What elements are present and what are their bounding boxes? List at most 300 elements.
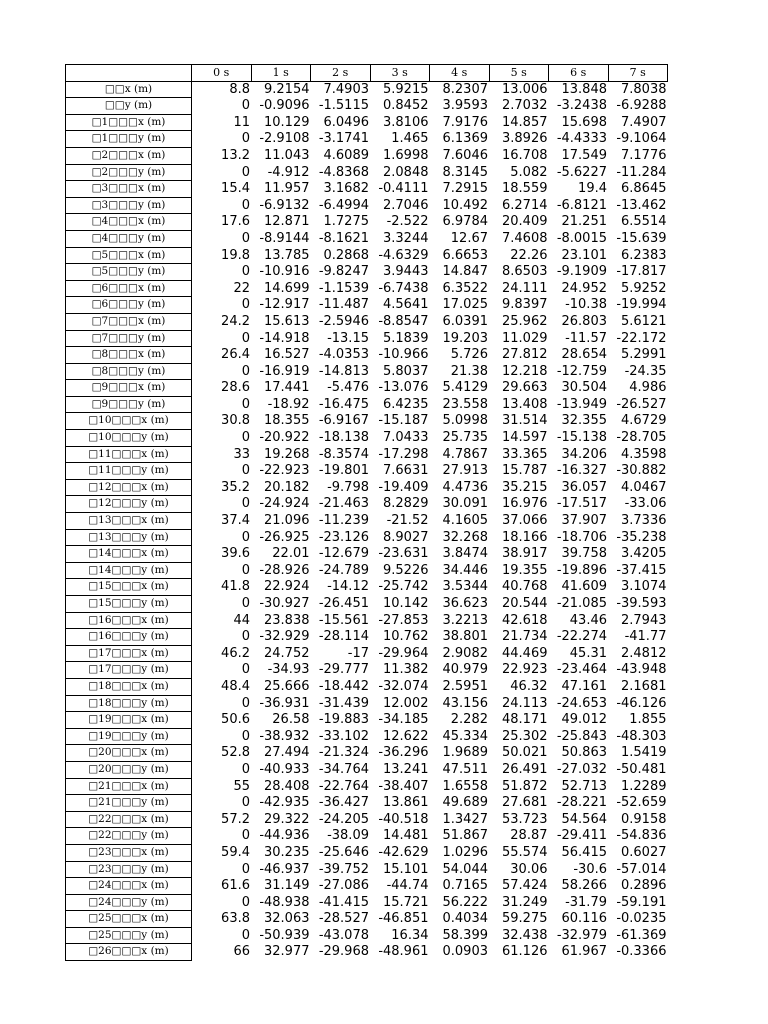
value-cell[interactable]: -54.836 xyxy=(616,828,667,844)
value-cell[interactable]: -0.0235 xyxy=(616,911,667,927)
value-cell[interactable]: 13.241 xyxy=(383,761,429,777)
value-cell[interactable]: -26.527 xyxy=(616,396,667,412)
value-cell[interactable]: -1.1539 xyxy=(318,280,369,296)
value-cell[interactable]: -6.9132 xyxy=(259,197,310,213)
value-cell[interactable]: -17 xyxy=(347,645,369,661)
value-cell[interactable]: 17.6 xyxy=(221,214,250,230)
value-cell[interactable]: 26.491 xyxy=(502,761,548,777)
value-cell[interactable]: 0.2896 xyxy=(621,878,667,894)
value-cell[interactable]: 30.235 xyxy=(264,844,310,860)
value-cell[interactable]: 26.803 xyxy=(561,313,607,329)
value-cell[interactable]: 52.8 xyxy=(221,745,250,761)
value-cell[interactable]: 3.2213 xyxy=(442,612,488,628)
value-cell[interactable]: -5.476 xyxy=(327,380,369,396)
value-cell[interactable]: 7.0433 xyxy=(383,430,429,446)
value-cell[interactable]: 3.3244 xyxy=(383,230,429,246)
value-cell[interactable]: 54.564 xyxy=(561,811,607,827)
value-cell[interactable]: 7.2915 xyxy=(442,181,488,197)
value-cell[interactable]: 2.5951 xyxy=(442,678,488,694)
value-cell[interactable]: 61.6 xyxy=(221,878,250,894)
value-cell[interactable]: 20.409 xyxy=(502,214,548,230)
value-cell[interactable]: 48.171 xyxy=(502,712,548,728)
value-cell[interactable]: 30.06 xyxy=(510,861,548,877)
row-label-cell[interactable]: □8□□□x (m) xyxy=(66,347,192,364)
value-cell[interactable]: -28.926 xyxy=(259,562,310,578)
value-cell[interactable]: 27.913 xyxy=(442,463,488,479)
value-cell[interactable]: 16.34 xyxy=(391,927,429,943)
value-cell[interactable]: 52.713 xyxy=(561,778,607,794)
row-label-cell[interactable]: □5□□□y (m) xyxy=(66,264,192,281)
value-cell[interactable]: 32.063 xyxy=(264,911,310,927)
value-cell[interactable]: 7.6046 xyxy=(442,147,488,163)
value-cell[interactable]: 51.872 xyxy=(502,778,548,794)
value-cell[interactable]: 0.2868 xyxy=(323,247,369,263)
value-cell[interactable]: 0 xyxy=(241,596,250,611)
value-cell[interactable]: 22.924 xyxy=(264,579,310,595)
value-cell[interactable]: 0 xyxy=(241,463,250,479)
value-cell[interactable]: 56.415 xyxy=(561,844,607,860)
value-cell[interactable]: 28.6 xyxy=(221,380,250,396)
value-cell[interactable]: 18.355 xyxy=(264,413,310,429)
value-cell[interactable]: 16.708 xyxy=(502,147,548,163)
value-cell[interactable]: 37.4 xyxy=(221,513,250,529)
value-cell[interactable]: -9.8247 xyxy=(318,264,369,280)
value-cell[interactable]: -28.114 xyxy=(318,629,369,645)
value-cell[interactable]: 12.622 xyxy=(383,728,429,744)
value-cell[interactable]: 20.182 xyxy=(264,479,310,495)
value-cell[interactable]: 49.012 xyxy=(561,712,607,728)
value-cell[interactable]: 2.1681 xyxy=(621,678,667,694)
value-cell[interactable]: 50.021 xyxy=(502,745,548,761)
value-cell[interactable]: -30.882 xyxy=(616,463,667,479)
value-cell[interactable]: 21.096 xyxy=(264,513,310,529)
value-cell[interactable]: 6.3522 xyxy=(442,280,488,296)
value-cell[interactable]: 0 xyxy=(241,795,250,811)
value-cell[interactable]: 0 xyxy=(241,230,250,246)
value-cell[interactable]: -10.916 xyxy=(259,264,310,280)
value-cell[interactable]: -42.935 xyxy=(259,795,310,811)
value-cell[interactable]: -22.923 xyxy=(259,463,310,479)
value-cell[interactable]: 29.322 xyxy=(264,811,310,827)
value-cell[interactable]: 28.87 xyxy=(510,828,548,844)
value-cell[interactable]: -36.427 xyxy=(318,795,369,811)
row-label-cell[interactable]: □24□□□y (m) xyxy=(66,894,192,911)
value-cell[interactable]: 3.7336 xyxy=(621,513,667,529)
value-cell[interactable]: 1.6998 xyxy=(383,147,429,163)
value-cell[interactable]: -15.138 xyxy=(556,430,607,446)
column-header[interactable]: 5 s xyxy=(489,65,549,82)
value-cell[interactable]: 19.4 xyxy=(578,181,607,197)
value-cell[interactable]: 0 xyxy=(241,496,250,512)
value-cell[interactable]: -21.52 xyxy=(386,513,429,529)
value-cell[interactable]: -42.629 xyxy=(378,844,429,860)
value-cell[interactable]: 10.492 xyxy=(442,197,488,213)
value-cell[interactable]: 32.268 xyxy=(442,529,488,545)
row-label-cell[interactable]: □16□□□x (m) xyxy=(66,612,192,629)
value-cell[interactable]: -33.06 xyxy=(624,496,667,512)
value-cell[interactable]: -11.284 xyxy=(616,164,667,180)
value-cell[interactable]: -13.15 xyxy=(327,330,369,346)
value-cell[interactable]: 4.0467 xyxy=(621,479,667,495)
value-cell[interactable]: -9.1909 xyxy=(556,264,607,280)
row-label-cell[interactable]: □7□□□x (m) xyxy=(66,313,192,330)
row-label-cell[interactable]: □15□□□y (m) xyxy=(66,596,192,613)
value-cell[interactable]: -48.961 xyxy=(378,944,429,960)
value-cell[interactable]: 0.7165 xyxy=(442,878,488,894)
value-cell[interactable]: 0 xyxy=(241,629,250,645)
row-label-cell[interactable]: □10□□□y (m) xyxy=(66,430,192,447)
value-cell[interactable]: 0 xyxy=(241,529,250,545)
row-label-cell[interactable]: □15□□□x (m) xyxy=(66,579,192,596)
value-cell[interactable]: 40.768 xyxy=(502,579,548,595)
value-cell[interactable]: 0 xyxy=(241,562,250,578)
value-cell[interactable]: -18.442 xyxy=(318,678,369,694)
value-cell[interactable]: 46.32 xyxy=(510,678,548,694)
value-cell[interactable]: 43.156 xyxy=(442,695,488,711)
value-cell[interactable]: 6.1369 xyxy=(442,131,488,147)
value-cell[interactable]: 13.861 xyxy=(383,795,429,811)
row-label-cell[interactable]: □12□□□x (m) xyxy=(66,479,192,496)
value-cell[interactable]: 4.986 xyxy=(629,380,667,396)
value-cell[interactable]: 3.5344 xyxy=(442,579,488,595)
value-cell[interactable]: -41.77 xyxy=(624,629,667,645)
value-cell[interactable]: 23.101 xyxy=(561,247,607,263)
value-cell[interactable]: -44.936 xyxy=(259,828,310,844)
value-cell[interactable]: 2.7032 xyxy=(502,98,548,114)
value-cell[interactable]: -22.274 xyxy=(556,629,607,645)
value-cell[interactable]: -12.759 xyxy=(556,363,607,379)
value-cell[interactable]: -4.6329 xyxy=(378,247,429,263)
value-cell[interactable]: 5.4129 xyxy=(442,380,488,396)
value-cell[interactable]: -31.439 xyxy=(318,695,369,711)
row-label-cell[interactable]: □9□□□x (m) xyxy=(66,380,192,397)
value-cell[interactable]: 6.6653 xyxy=(442,247,488,263)
value-cell[interactable]: -18.138 xyxy=(318,430,369,446)
value-cell[interactable]: 30.504 xyxy=(561,380,607,396)
value-cell[interactable]: -40.933 xyxy=(259,761,310,777)
value-cell[interactable]: 34.446 xyxy=(442,562,488,578)
value-cell[interactable]: -18.706 xyxy=(556,529,607,545)
value-cell[interactable]: -5.6227 xyxy=(556,164,607,180)
value-cell[interactable]: -2.522 xyxy=(386,214,429,230)
value-cell[interactable]: -21.085 xyxy=(556,596,607,611)
value-cell[interactable]: 66 xyxy=(233,944,250,960)
value-cell[interactable]: 7.1776 xyxy=(621,147,667,163)
value-cell[interactable]: -30.6 xyxy=(573,861,607,877)
value-cell[interactable]: 40.979 xyxy=(442,662,488,678)
row-label-cell[interactable]: □10□□□x (m) xyxy=(66,413,192,430)
value-cell[interactable]: -14.12 xyxy=(327,579,369,595)
value-cell[interactable]: 6.0496 xyxy=(323,114,369,130)
value-cell[interactable]: 15.613 xyxy=(264,313,310,329)
value-cell[interactable]: 39.6 xyxy=(221,546,250,562)
value-cell[interactable]: -16.475 xyxy=(318,396,369,412)
row-label-cell[interactable]: □17□□□y (m) xyxy=(66,662,192,679)
value-cell[interactable]: -40.518 xyxy=(378,811,429,827)
value-cell[interactable]: 22 xyxy=(233,280,250,296)
value-cell[interactable]: 29.663 xyxy=(502,380,548,396)
value-cell[interactable]: 14.857 xyxy=(502,114,548,130)
value-cell[interactable]: -39.752 xyxy=(318,861,369,877)
value-cell[interactable]: -9.798 xyxy=(327,479,369,495)
column-header[interactable]: 4 s xyxy=(430,65,490,82)
value-cell[interactable]: -31.79 xyxy=(565,894,607,910)
value-cell[interactable]: 30.8 xyxy=(221,413,250,429)
value-cell[interactable]: -6.4994 xyxy=(318,197,369,213)
value-cell[interactable]: -0.9096 xyxy=(259,98,310,114)
value-cell[interactable]: -46.126 xyxy=(616,695,667,711)
value-cell[interactable]: -12.679 xyxy=(318,546,369,562)
value-cell[interactable]: 17.549 xyxy=(561,147,607,163)
value-cell[interactable]: 38.801 xyxy=(442,629,488,645)
value-cell[interactable]: -46.851 xyxy=(378,911,429,927)
row-label-cell[interactable]: □1□□□y (m) xyxy=(66,131,192,148)
value-cell[interactable]: 0 xyxy=(241,828,250,844)
value-cell[interactable]: -26.451 xyxy=(318,596,369,611)
value-cell[interactable]: -28.221 xyxy=(556,795,607,811)
value-cell[interactable]: 0 xyxy=(241,695,250,711)
value-cell[interactable]: -50.481 xyxy=(616,761,667,777)
value-cell[interactable]: 5.0998 xyxy=(442,413,488,429)
value-cell[interactable]: 2.4812 xyxy=(621,645,667,661)
value-cell[interactable]: -13.076 xyxy=(378,380,429,396)
value-cell[interactable]: 12.871 xyxy=(264,214,310,230)
value-cell[interactable]: 21.251 xyxy=(561,214,607,230)
value-cell[interactable]: 17.441 xyxy=(264,380,310,396)
value-cell[interactable]: 9.8397 xyxy=(502,297,548,313)
value-cell[interactable]: 32.438 xyxy=(502,927,548,943)
value-cell[interactable]: 14.481 xyxy=(383,828,429,844)
value-cell[interactable]: 0 xyxy=(241,761,250,777)
value-cell[interactable]: 32.977 xyxy=(264,944,310,960)
value-cell[interactable]: -11.239 xyxy=(318,513,369,529)
value-cell[interactable]: -32.979 xyxy=(556,927,607,943)
value-cell[interactable]: 57.424 xyxy=(502,878,548,894)
value-cell[interactable]: -29.968 xyxy=(318,944,369,960)
value-cell[interactable]: 23.558 xyxy=(442,396,488,412)
value-cell[interactable]: -17.298 xyxy=(378,446,429,462)
value-cell[interactable]: 6.0391 xyxy=(442,313,488,329)
value-cell[interactable]: 28.408 xyxy=(264,778,310,794)
row-label-cell[interactable]: □8□□□y (m) xyxy=(66,363,192,380)
row-label-cell[interactable]: □25□□□y (m) xyxy=(66,927,192,944)
row-label-cell[interactable]: □6□□□y (m) xyxy=(66,297,192,314)
value-cell[interactable]: -19.994 xyxy=(616,297,667,313)
value-cell[interactable]: 1.2289 xyxy=(621,778,667,794)
value-cell[interactable]: 43.46 xyxy=(569,612,607,628)
value-cell[interactable]: -2.5946 xyxy=(318,313,369,329)
value-cell[interactable]: -39.593 xyxy=(616,596,667,611)
row-label-cell[interactable]: □5□□□x (m) xyxy=(66,247,192,264)
value-cell[interactable]: -6.9288 xyxy=(616,98,667,114)
value-cell[interactable]: -4.4333 xyxy=(556,131,607,147)
value-cell[interactable]: -6.7438 xyxy=(378,280,429,296)
value-cell[interactable]: -38.09 xyxy=(327,828,369,844)
value-cell[interactable]: -14.918 xyxy=(259,330,310,346)
value-cell[interactable]: 46.2 xyxy=(221,645,250,661)
value-cell[interactable]: 0.8452 xyxy=(383,98,429,114)
column-header[interactable]: 1 s xyxy=(251,65,311,82)
value-cell[interactable]: -15.639 xyxy=(616,230,667,246)
value-cell[interactable]: -19.883 xyxy=(318,712,369,728)
column-header[interactable]: 7 s xyxy=(608,65,668,82)
value-cell[interactable]: -4.912 xyxy=(267,164,310,180)
value-cell[interactable]: -11.487 xyxy=(318,297,369,313)
value-cell[interactable]: 13.006 xyxy=(502,81,548,97)
value-cell[interactable]: 22.923 xyxy=(502,662,548,678)
value-cell[interactable]: 26.58 xyxy=(272,712,310,728)
row-label-cell[interactable]: □18□□□x (m) xyxy=(66,678,192,695)
value-cell[interactable]: -38.407 xyxy=(378,778,429,794)
value-cell[interactable]: -43.078 xyxy=(318,927,369,943)
value-cell[interactable]: 21.38 xyxy=(450,363,488,379)
value-cell[interactable]: 6.5514 xyxy=(621,214,667,230)
value-cell[interactable]: -25.742 xyxy=(378,579,429,595)
value-cell[interactable]: 17.025 xyxy=(442,297,488,313)
value-cell[interactable]: 32.355 xyxy=(561,413,607,429)
value-cell[interactable]: 4.1605 xyxy=(442,513,488,529)
value-cell[interactable]: 0 xyxy=(241,98,250,114)
value-cell[interactable]: 8.2829 xyxy=(383,496,429,512)
row-label-cell[interactable]: □19□□□x (m) xyxy=(66,712,192,729)
value-cell[interactable]: 12.218 xyxy=(502,363,548,379)
row-label-cell[interactable]: □2□□□y (m) xyxy=(66,164,192,181)
value-cell[interactable]: 53.723 xyxy=(502,811,548,827)
value-cell[interactable]: -6.8121 xyxy=(556,197,607,213)
value-cell[interactable]: -3.1741 xyxy=(318,131,369,147)
value-cell[interactable]: 48.4 xyxy=(221,678,250,694)
value-cell[interactable]: -34.764 xyxy=(318,761,369,777)
value-cell[interactable]: 8.6503 xyxy=(502,264,548,280)
value-cell[interactable]: 35.2 xyxy=(221,479,250,495)
value-cell[interactable]: -25.843 xyxy=(556,728,607,744)
value-cell[interactable]: 0 xyxy=(241,430,250,446)
value-cell[interactable]: 2.0848 xyxy=(383,164,429,180)
value-cell[interactable]: -48.938 xyxy=(259,894,310,910)
value-cell[interactable]: 3.8926 xyxy=(502,131,548,147)
value-cell[interactable]: 0 xyxy=(241,164,250,180)
value-cell[interactable]: -11.57 xyxy=(565,330,607,346)
value-cell[interactable]: 61.967 xyxy=(561,944,607,960)
value-cell[interactable]: 3.4205 xyxy=(621,546,667,562)
row-label-cell[interactable]: □12□□□y (m) xyxy=(66,496,192,513)
value-cell[interactable]: 27.494 xyxy=(264,745,310,761)
value-cell[interactable]: 5.8037 xyxy=(383,363,429,379)
value-cell[interactable]: -17.517 xyxy=(556,496,607,512)
value-cell[interactable]: -15.187 xyxy=(378,413,429,429)
value-cell[interactable]: 15.721 xyxy=(383,894,429,910)
value-cell[interactable]: 0 xyxy=(241,927,250,943)
row-label-cell[interactable]: □22□□□x (m) xyxy=(66,811,192,828)
value-cell[interactable]: -24.924 xyxy=(259,496,310,512)
value-cell[interactable]: 22.26 xyxy=(510,247,548,263)
value-cell[interactable]: 31.514 xyxy=(502,413,548,429)
row-label-cell[interactable]: □2□□□x (m) xyxy=(66,147,192,164)
value-cell[interactable]: 41.609 xyxy=(561,579,607,595)
value-cell[interactable]: -3.2438 xyxy=(556,98,607,114)
value-cell[interactable]: -57.014 xyxy=(616,861,667,877)
value-cell[interactable]: -8.9144 xyxy=(259,230,310,246)
value-cell[interactable]: 0.0903 xyxy=(442,944,488,960)
value-cell[interactable]: 42.618 xyxy=(502,612,548,628)
value-cell[interactable]: 36.623 xyxy=(442,596,488,611)
row-label-cell[interactable]: □11□□□y (m) xyxy=(66,463,192,480)
value-cell[interactable]: 3.1682 xyxy=(323,181,369,197)
value-cell[interactable]: -33.102 xyxy=(318,728,369,744)
value-cell[interactable]: 8.9027 xyxy=(383,529,429,545)
value-cell[interactable]: 2.9082 xyxy=(442,645,488,661)
value-cell[interactable]: 0 xyxy=(241,264,250,280)
column-header[interactable]: 3 s xyxy=(370,65,430,82)
value-cell[interactable]: 5.9215 xyxy=(383,81,429,97)
value-cell[interactable]: 7.4608 xyxy=(502,230,548,246)
value-cell[interactable]: -13.462 xyxy=(616,197,667,213)
value-cell[interactable]: 7.4907 xyxy=(621,114,667,130)
column-header[interactable]: 6 s xyxy=(549,65,609,82)
value-cell[interactable]: 0.9158 xyxy=(621,811,667,827)
value-cell[interactable]: 0 xyxy=(241,396,250,412)
value-cell[interactable]: 24.111 xyxy=(502,280,548,296)
value-cell[interactable]: 58.399 xyxy=(442,927,488,943)
value-cell[interactable]: 7.8038 xyxy=(621,81,667,97)
value-cell[interactable]: 25.962 xyxy=(502,313,548,329)
value-cell[interactable]: 11.957 xyxy=(264,181,310,197)
value-cell[interactable]: 9.5226 xyxy=(383,562,429,578)
value-cell[interactable]: -59.191 xyxy=(616,894,667,910)
value-cell[interactable]: 6.2383 xyxy=(621,247,667,263)
value-cell[interactable]: 22.01 xyxy=(272,546,310,562)
value-cell[interactable]: -24.789 xyxy=(318,562,369,578)
value-cell[interactable]: -19.409 xyxy=(378,479,429,495)
value-cell[interactable]: 0 xyxy=(241,894,250,910)
value-cell[interactable]: 0.6027 xyxy=(621,844,667,860)
value-cell[interactable]: 1.3427 xyxy=(442,811,488,827)
value-cell[interactable]: -6.9167 xyxy=(318,413,369,429)
value-cell[interactable]: 35.215 xyxy=(502,479,548,495)
value-cell[interactable]: 50.6 xyxy=(221,712,250,728)
value-cell[interactable]: 5.726 xyxy=(450,347,488,363)
value-cell[interactable]: 37.907 xyxy=(561,513,607,529)
value-cell[interactable]: 19.8 xyxy=(221,247,250,263)
value-cell[interactable]: 58.266 xyxy=(561,878,607,894)
row-label-cell[interactable]: □4□□□y (m) xyxy=(66,230,192,247)
value-cell[interactable]: 5.9252 xyxy=(621,280,667,296)
value-cell[interactable]: -38.932 xyxy=(259,728,310,744)
row-label-cell[interactable]: □22□□□y (m) xyxy=(66,828,192,845)
row-label-cell[interactable]: □4□□□x (m) xyxy=(66,214,192,231)
value-cell[interactable]: -15.561 xyxy=(318,612,369,628)
value-cell[interactable]: 15.698 xyxy=(561,114,607,130)
value-cell[interactable]: 61.126 xyxy=(502,944,548,960)
row-label-cell[interactable]: □13□□□y (m) xyxy=(66,529,192,546)
value-cell[interactable]: -32.074 xyxy=(378,678,429,694)
value-cell[interactable]: 3.1074 xyxy=(621,579,667,595)
value-cell[interactable]: -8.8547 xyxy=(378,313,429,329)
value-cell[interactable]: 0 xyxy=(241,728,250,744)
value-cell[interactable]: 4.7867 xyxy=(442,446,488,462)
value-cell[interactable]: 10.142 xyxy=(383,596,429,611)
value-cell[interactable]: 27.812 xyxy=(502,347,548,363)
value-cell[interactable]: -8.1621 xyxy=(318,230,369,246)
row-label-cell[interactable]: □21□□□y (m) xyxy=(66,795,192,812)
value-cell[interactable]: -9.1064 xyxy=(616,131,667,147)
value-cell[interactable]: 56.222 xyxy=(442,894,488,910)
value-cell[interactable]: -0.4111 xyxy=(378,181,429,197)
value-cell[interactable]: -48.303 xyxy=(616,728,667,744)
value-cell[interactable]: 19.268 xyxy=(264,446,310,462)
value-cell[interactable]: 12.002 xyxy=(383,695,429,711)
value-cell[interactable]: 25.302 xyxy=(502,728,548,744)
